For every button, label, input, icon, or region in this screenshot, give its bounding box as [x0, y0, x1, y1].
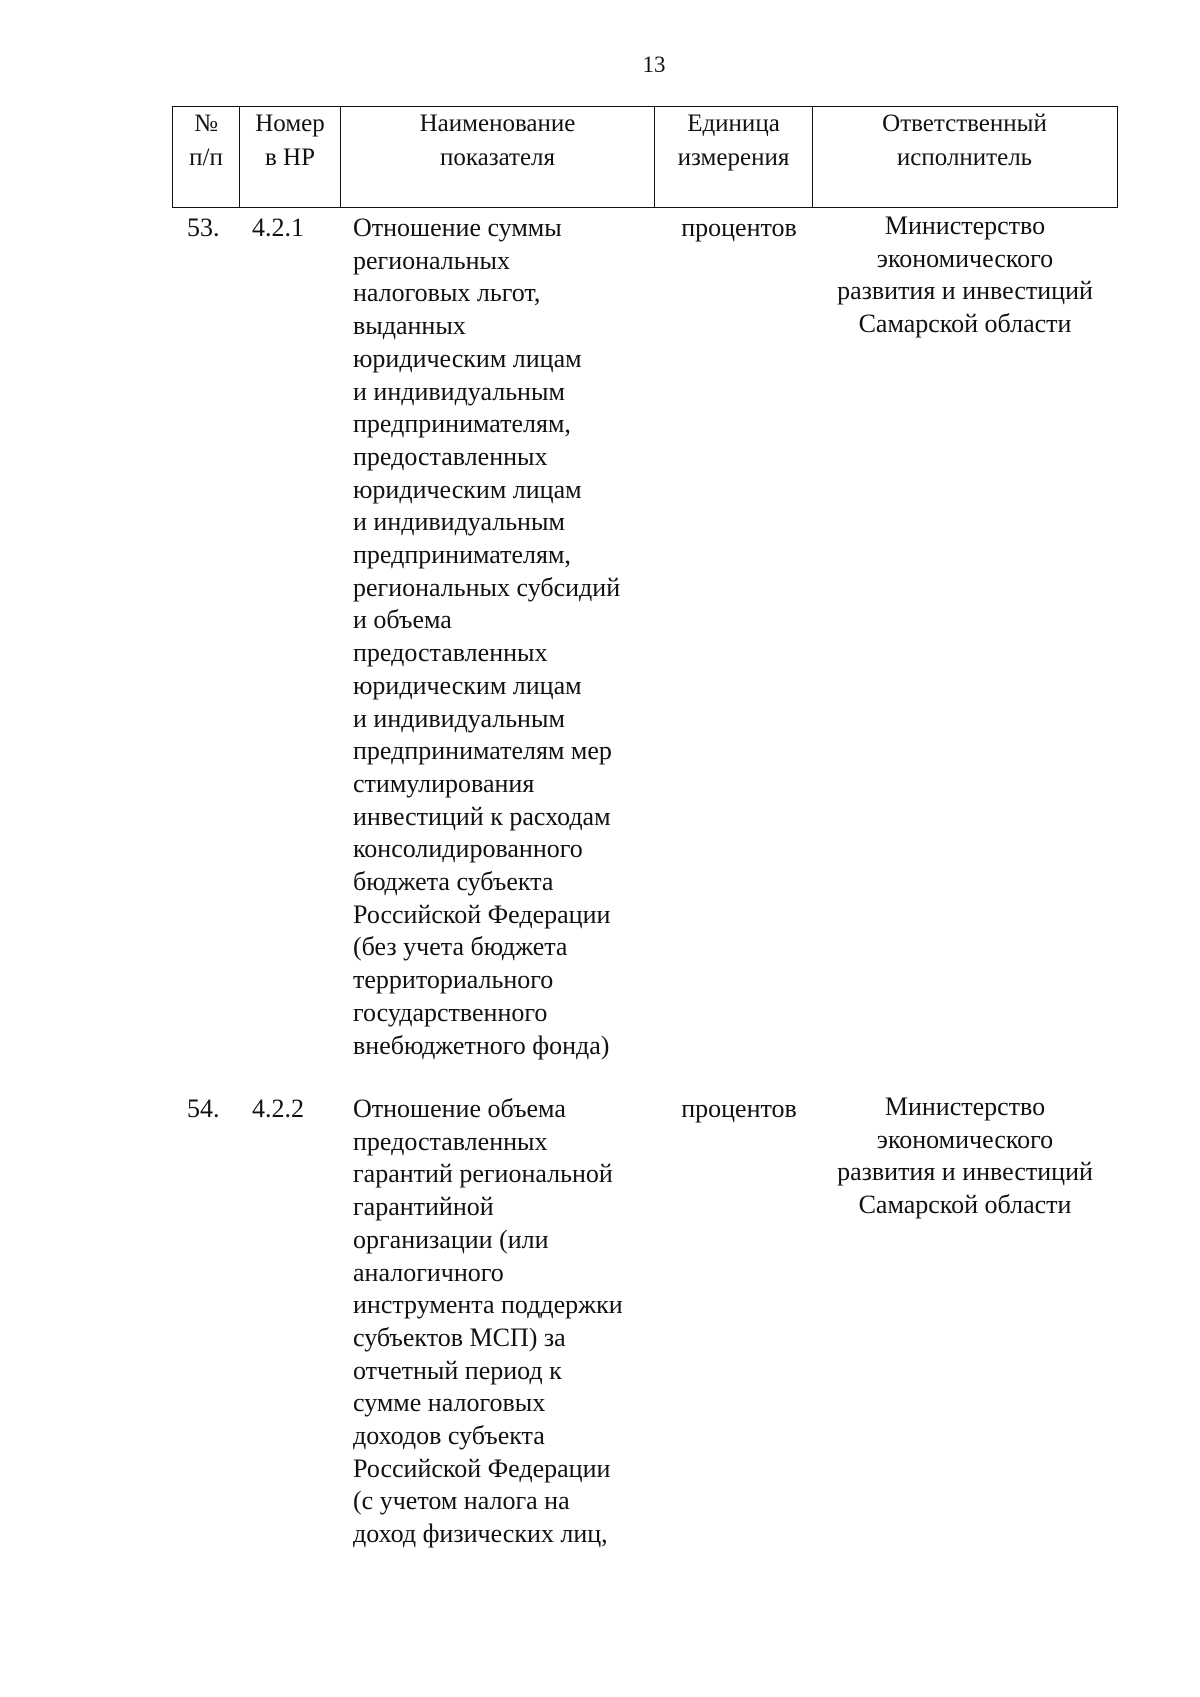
row-number: 53. [187, 213, 220, 242]
header-text: Номер [255, 110, 325, 137]
executor-line: развития и инвестиций [837, 276, 1093, 306]
name-line: предоставленных [353, 638, 548, 668]
row-nr: 4.2.2 [252, 1094, 304, 1123]
name-line: предоставленных [353, 441, 548, 471]
name-line: инструмента поддержки [353, 1290, 623, 1320]
header-text: Наименование [419, 110, 576, 137]
name-line: Российской Федерации [353, 1453, 611, 1483]
name-line: государственного [353, 997, 548, 1027]
executor-line: Министерство [884, 1092, 1046, 1121]
header-text: измерения [677, 144, 790, 171]
name-line: налоговых льгот, [353, 278, 541, 308]
name-line: сумме налоговых [353, 1388, 546, 1418]
header-col-unit [655, 107, 813, 207]
name-line: субъектов МСП) за [353, 1322, 566, 1352]
name-line: предпринимателям, [353, 409, 571, 439]
table-header [172, 106, 1118, 208]
name-line: выданных [353, 311, 466, 341]
header-text: № [194, 110, 218, 137]
name-line: гарантийной [353, 1192, 494, 1222]
header-text: показателя [439, 144, 556, 171]
executor-line: Самарской области [858, 309, 1072, 339]
name-line: и индивидуальным [353, 376, 565, 406]
name-line: внебюджетного фонда) [353, 1030, 610, 1060]
name-line: аналогичного [353, 1257, 504, 1287]
name-line: предоставленных [353, 1126, 548, 1156]
name-line: стимулирования [353, 768, 535, 798]
name-line: Российской Федерации [353, 899, 611, 929]
unit: процентов [681, 1094, 797, 1123]
header-text: в НР [264, 144, 315, 171]
header-text: Единица [687, 110, 780, 137]
executor-line: Министерство [884, 211, 1046, 240]
name-line: предпринимателям мер [353, 736, 612, 766]
header-text: п/п [189, 144, 223, 171]
name-line: инвестиций к расходам [353, 801, 611, 831]
name-line: региональных [353, 245, 511, 275]
name-line: юридическим лицам [353, 474, 582, 504]
header-text: Ответственный [882, 110, 1047, 137]
header-text: исполнитель [896, 144, 1033, 171]
header-col-executor [813, 107, 1116, 207]
name-line: доходов субъекта [353, 1421, 545, 1451]
name-line: консолидированного [353, 834, 583, 864]
name-line: и объема [353, 605, 452, 635]
executor-line: экономического [876, 1124, 1054, 1154]
name-line: региональных субсидий [353, 572, 621, 602]
indicator-name [353, 212, 620, 1062]
name-line: организации (или [353, 1224, 549, 1254]
executor-line: развития и инвестиций [837, 1157, 1093, 1187]
name-line: (без учета бюджета [353, 932, 568, 962]
header-col-nr [240, 107, 341, 207]
name-line: гарантий региональной [353, 1159, 613, 1189]
name-line: предпринимателям, [353, 540, 571, 570]
page-number: 13 [642, 52, 666, 77]
name-line: территориального [353, 965, 554, 995]
header-col-number [173, 107, 240, 207]
name-line: бюджета субъекта [353, 867, 554, 897]
row-nr: 4.2.1 [252, 213, 304, 242]
name-line: доход физических лиц, [353, 1519, 608, 1549]
header-col-name [341, 107, 655, 207]
name-line: и индивидуальным [353, 507, 565, 537]
indicator-name [353, 1093, 623, 1551]
name-line: Отношение объема [353, 1094, 566, 1123]
executor [820, 1091, 1110, 1222]
unit: процентов [681, 213, 797, 242]
executor-line: экономического [876, 243, 1054, 273]
name-line: юридическим лицам [353, 343, 582, 373]
row-number: 54. [187, 1094, 220, 1123]
name-line: и индивидуальным [353, 703, 565, 733]
executor [820, 210, 1110, 341]
executor-line: Самарской области [858, 1190, 1072, 1220]
name-line: отчетный период к [353, 1355, 562, 1385]
name-line: Отношение суммы [353, 213, 562, 242]
name-line: (с учетом налога на [353, 1486, 570, 1516]
name-line: юридическим лицам [353, 670, 582, 700]
